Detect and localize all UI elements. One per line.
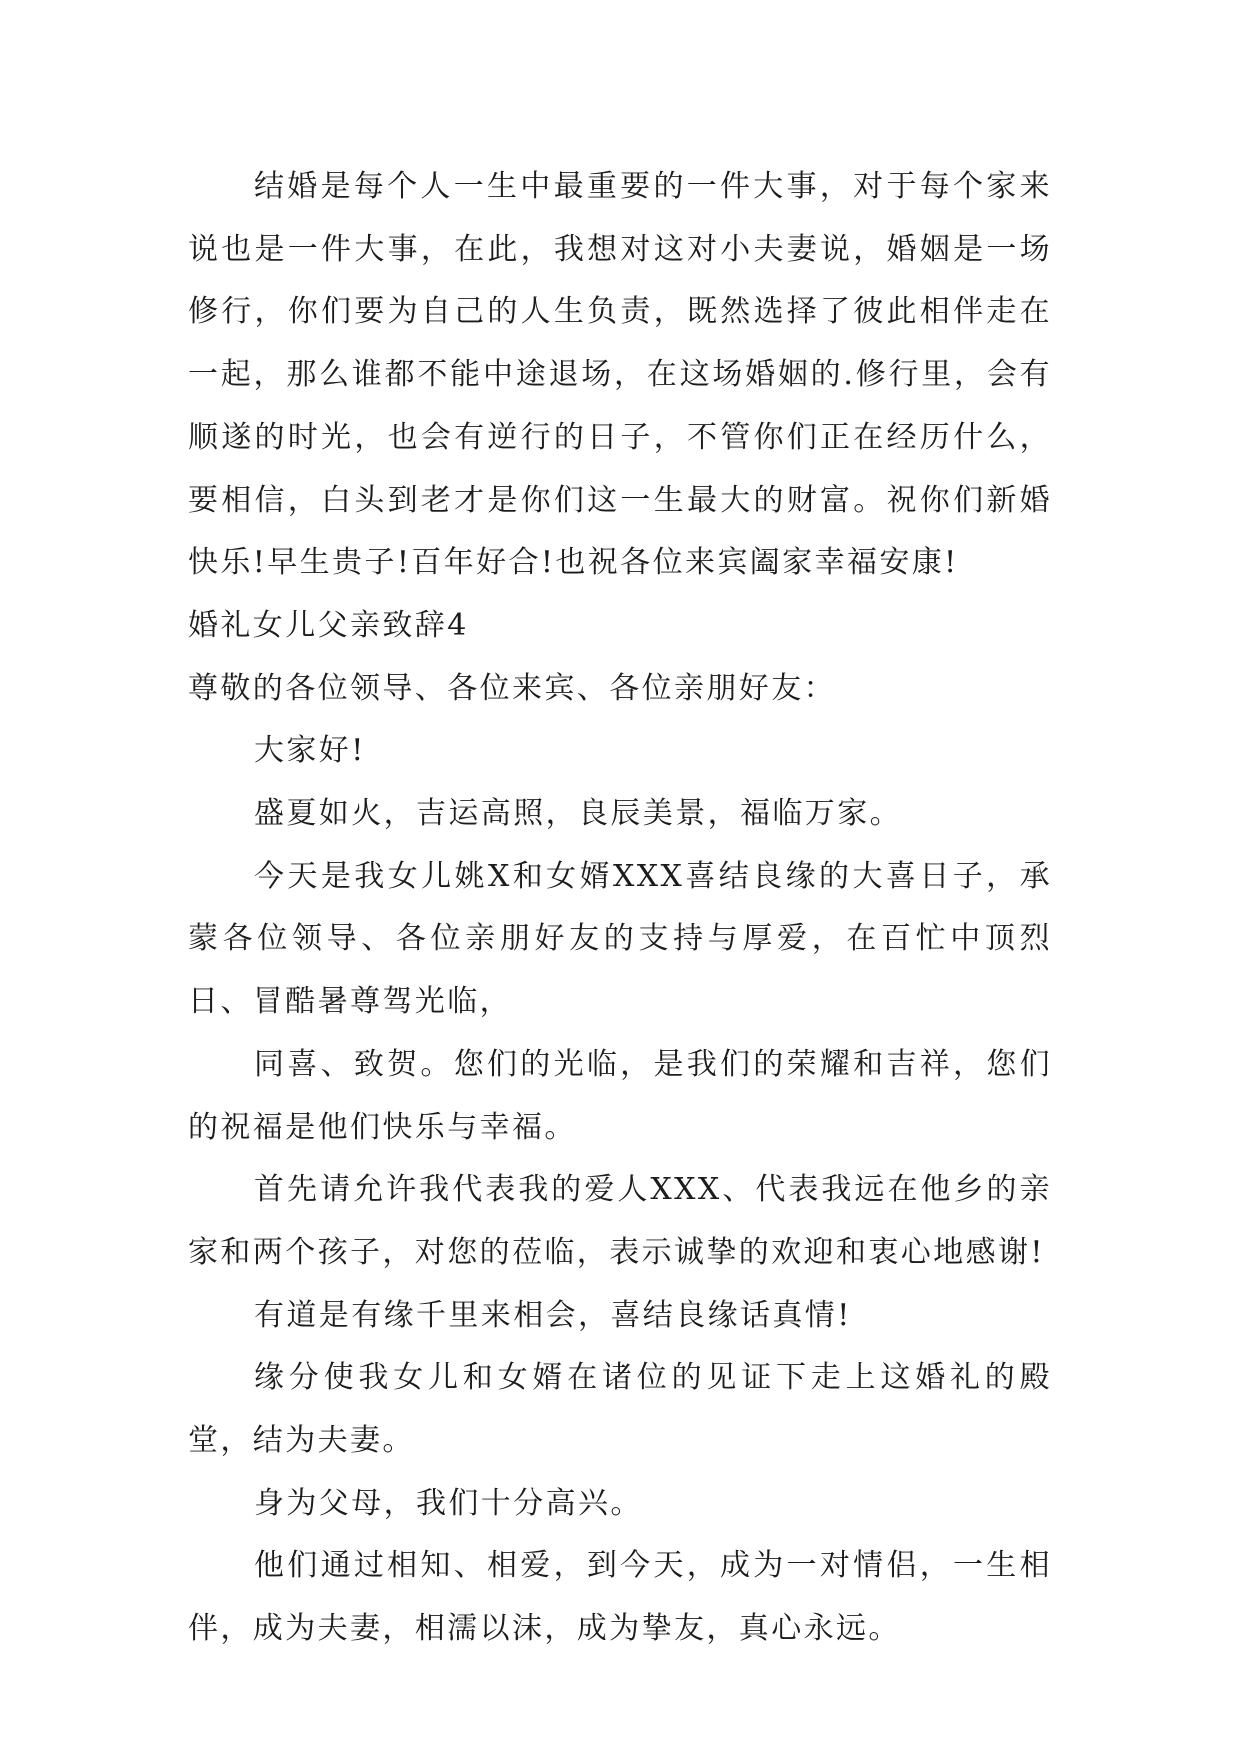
paragraph-blessing: 结婚是每个人一生中最重要的一件大事，对于每个家来说也是一件大事，在此，我想对这对小夫妻说，婚姻是一场修行，你们要为自己的人生负责，既然选择了彼此相伴走在一起，那么谁都不能中途退场，在这场婚姻的.修行里，会有顺遂的时光，也会有逆行的日子，不管你们正在经历什么，要相信，白头到老才是你们这一生最大的财富。祝你们新婚快乐!早生贵子!百年好合!也祝各位来宾阖家幸福安康! bbox=[188, 169, 1052, 581]
paragraph-congrats: 同喜、致贺。您们的光临，是我们的荣耀和吉祥，您们的祝福是他们快乐与幸福。 bbox=[188, 1046, 1052, 1145]
section-heading: 婚礼女儿父亲致辞4 bbox=[188, 607, 469, 643]
paragraph-parents: 身为父母，我们十分高兴。 bbox=[254, 1485, 643, 1521]
paragraph-today: 今天是我女儿姚X和女婿XXX喜结良缘的大喜日子，承蒙各位领导、各位亲朋好友的支持与厚爱，在百忙中顶烈日、冒酷暑尊驾光临， bbox=[188, 858, 1052, 1020]
document-body bbox=[188, 156, 1052, 1661]
paragraph-couple: 他们通过相知、相爱，到今天，成为一对情侣，一生相伴，成为夫妻，相濡以沫，成为挚友，真心永远。 bbox=[188, 1548, 1052, 1647]
paragraph-season: 盛夏如火，吉运高照，良辰美景，福临万家。 bbox=[254, 796, 902, 832]
salutation: 尊敬的各位领导、各位来宾、各位亲朋好友： bbox=[188, 670, 836, 706]
paragraph-fate: 有道是有缘千里来相会，喜结良缘话真情! bbox=[254, 1297, 852, 1333]
paragraph-greeting: 大家好! bbox=[254, 733, 366, 769]
paragraph-hall: 缘分使我女儿和女婿在诸位的见证下走上这婚礼的殿堂，结为夫妻。 bbox=[188, 1360, 1052, 1459]
paragraph-thanks: 首先请允许我代表我的爱人XXX、代表我远在他乡的亲家和两个孩子，对您的莅临，表示诚挚的欢迎和衷心地感谢! bbox=[188, 1172, 1052, 1270]
